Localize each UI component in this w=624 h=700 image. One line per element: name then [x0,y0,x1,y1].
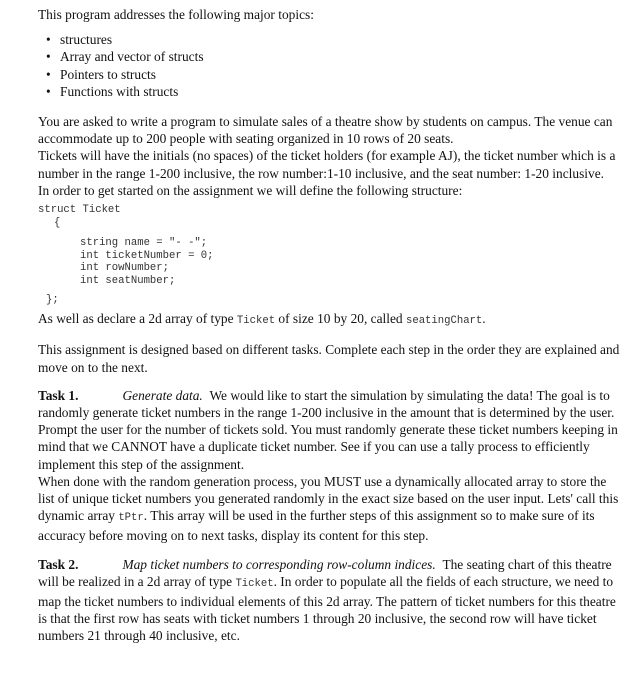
code-fields [80,237,624,287]
code-struct-header: struct Ticket [38,204,121,217]
paragraph-assignment-tasks: This assignment is designed based on different tasks. Complete each step in the order they are explained and move on to the next. [38,342,620,375]
declare-text-pre: As well as declare a 2d array of type [38,311,237,327]
paragraph-structure-intro: In order to get started on the assignment we will define the following structure: [38,182,463,198]
code-field-seat-number: int seatNumber; [80,275,176,287]
topics-list [38,31,624,100]
task1-paragraph-prompt: Prompt the user for the number of tickets sold. You must randomly generate these ticket numbers keeping in mind that we CANNOT have a duplicate ticket number. See if you can use a tally process to efficiently implement this step of the assignment. [38,422,618,472]
paragraph-venue: You are asked to write a program to simulate sales of a theatre show by students on campus. The venue can accommodate up to 200 people with seating organized in 10 rows of 20 seats. [38,114,613,147]
task2-lead [38,556,624,645]
inline-code-seating-chart: seatingChart [405,315,483,328]
paragraph-declare [38,310,624,330]
task2-title: Map ticket numbers to corresponding row-column indices. [122,556,436,572]
list-item: • Pointers to structs [60,66,624,83]
list-item: • Functions with structs [60,83,624,100]
code-field-ticket-number: int ticketNumber = 0; [80,249,214,262]
declare-text-mid: of size 10 by 20, called [275,311,406,327]
task1-paragraph-dynamic [38,473,624,545]
list-item: • structures [60,31,624,48]
intro-text: This program addresses the following major topics: [38,7,314,22]
code-field-name: string name = "- -"; [80,237,208,250]
task2-lead-post: . In order to populate all the fields of each structure, we need to map the ticket numbers to individual elements of this 2d array. The pattern of ticket numbers for this theatre is that the first row has seats with ticket numbers 1 through 20 inclusive, the second row will have ticket numbers 21 through 40 inclusive, etc. [38,573,616,644]
task1-dynamic-post: . This array will be used in the further steps of this assignment so to make sure of its accuracy before moving on to next tasks, display its content for this step. [38,508,595,544]
list-item: • Array and vector of structs [60,48,624,65]
code-field-row-number: int rowNumber; [80,262,170,275]
inline-code-tptr: tPtr [118,512,144,525]
declare-text-post: . [482,311,486,327]
paragraph-tickets: Tickets will have the initials (no spaces) of the ticket holders (for example AJ), the ticket number which is a number in the range 1-200 inclusive, the row number:1-10 inclusive, and the seat number: 1-20 inclusive. [38,148,616,181]
task1-lead [38,387,624,421]
task1-dynamic-pre: When done with the random generation process, you MUST use a dynamically allocated array to store the list of unique ticket numbers you generated randomly in the exact size based on the user input. Lets' call this dynamic array [38,473,619,524]
task2-lead-pre: The seating chart of this theatre will be realized in a 2d array of type [38,556,612,589]
inline-code-ticket-type: Ticket [235,577,274,590]
task1-title: Generate data. [122,387,203,403]
inline-code-ticket: Ticket [236,315,276,328]
code-open-brace: { [54,216,61,229]
task1-lead-text: We would like to start the simulation by simulating the data! The goal is to randomly generate ticket numbers in the range 1-200 inclusive in the amount that is determined by the user. [38,387,615,420]
code-block [38,204,624,306]
task1-label: Task 1. [38,387,79,403]
code-close-brace: }; [46,293,59,306]
task2-label: Task 2. [38,556,79,572]
